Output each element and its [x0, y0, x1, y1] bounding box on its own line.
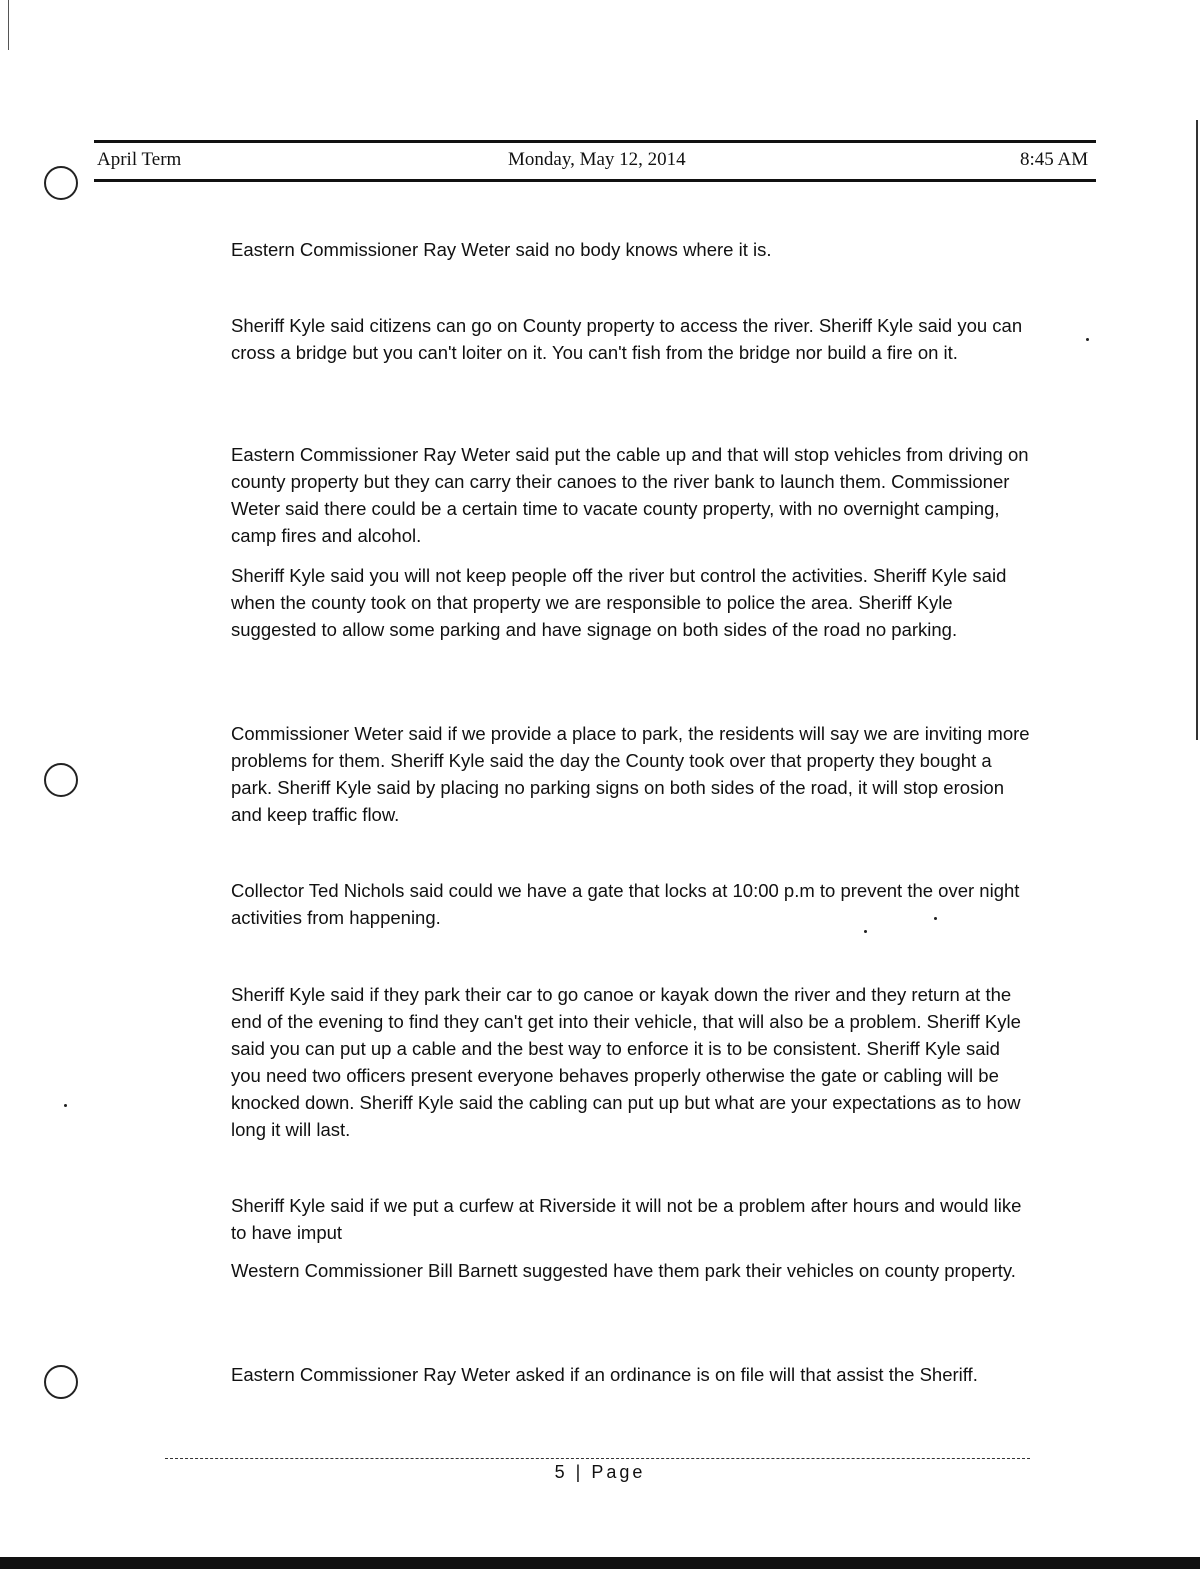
header-term: April Term [97, 149, 182, 170]
scan-edge-mark [8, 0, 9, 50]
header-rule [94, 140, 1096, 143]
scan-edge-line [1196, 120, 1198, 740]
footer-rule [165, 1458, 1030, 1459]
minutes-paragraph: Eastern Commissioner Ray Weter asked if an ordinance is on file will that assist the Sheriff. [231, 1364, 978, 1385]
minutes-paragraph: Sheriff Kyle said citizens can go on County property to access the river. Sheriff Kyle said you can cross a bridge but you can't loiter on it. You can't fish from the bridge nor build a fire on it. [231, 315, 1023, 363]
header-date: Monday, May 12, 2014 [508, 149, 686, 170]
binder-hole [44, 166, 78, 200]
page-number: 5 | Page [554, 1462, 646, 1482]
minutes-paragraph: Eastern Commissioner Ray Weter said put the cable up and that will stop vehicles from driving on county property but they can carry their canoes to the river bank to launch them. Commissioner Weter said there could be a certain time to vacate county property, with no overnight camping, camp fires and alcohol. [231, 444, 1029, 546]
scan-speck [64, 1104, 67, 1107]
minutes-paragraph: Commissioner Weter said if we provide a place to park, the residents will say we are inviting more problems for them. Sheriff Kyle said the day the County took over that property they bought a park. Sheriff Kyle said by placing no parking signs on both sides of the road, it will stop erosion and keep traffic flow. [231, 723, 1030, 825]
minutes-paragraph: Collector Ted Nichols said could we have a gate that locks at 10:00 p.m to prevent the over night activities from happening. [231, 880, 1020, 928]
minutes-paragraph: Eastern Commissioner Ray Weter said no body knows where it is. [231, 239, 772, 260]
scan-bottom-band [0, 1557, 1200, 1569]
minutes-paragraph: Sheriff Kyle said you will not keep people off the river but control the activities. Sheriff Kyle said when the county took on that property we are responsible to police the area. Sheriff Kyle suggested to allow some parking and have signage on both sides of the road no parking. [231, 565, 1007, 640]
header-rule [94, 179, 1096, 182]
minutes-paragraph: Sheriff Kyle said if they park their car to go canoe or kayak down the river and they return at the end of the evening to find they can't get into their vehicle, that will also be a problem. Sheriff Kyle said you can put up a cable and the best way to enforce it is to be consistent. Sheriff Kyle said you need two officers present everyone behaves properly otherwise the gate or cabling will be knocked down. Sheriff Kyle said the cabling can put up but what are your expectations as to how long it will last. [231, 984, 1021, 1140]
scan-speck [1086, 338, 1089, 341]
minutes-paragraph: Western Commissioner Bill Barnett suggested have them park their vehicles on county property. [231, 1260, 1016, 1281]
binder-hole [44, 763, 78, 797]
minutes-paragraph: Sheriff Kyle said if we put a curfew at Riverside it will not be a problem after hours and would like to have imput [231, 1195, 1022, 1243]
header-time: 8:45 AM [1020, 149, 1089, 170]
binder-hole [44, 1365, 78, 1399]
